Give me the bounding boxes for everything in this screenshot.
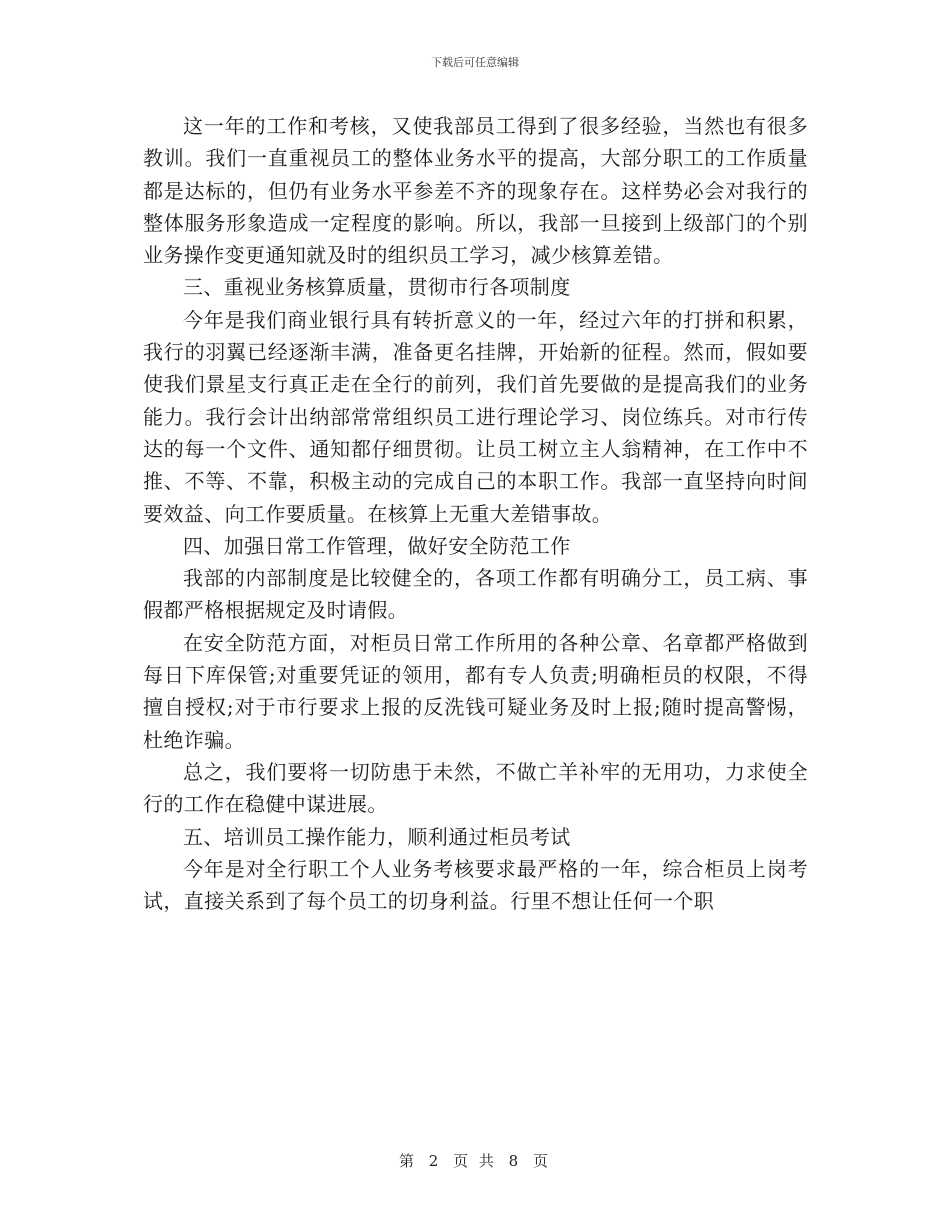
page-header: 下载后可任意编辑 bbox=[431, 56, 519, 69]
footer-suffix: 页 bbox=[533, 1152, 552, 1170]
footer-middle: 页 共 bbox=[453, 1152, 497, 1170]
paragraph-section-4-security: 在安全防范方面，对柜员日常工作所用的各种公章、名章都严格做到每日下库保管;对重要凭证的领用，都有专人负责;明确柜员的权限，不得擅自授权;对于市行要求上报的反洗钱可疑业务及时上报;随时提高警惕，杜绝诈骗。 bbox=[143, 630, 808, 752]
current-page-number: 2 bbox=[428, 1152, 442, 1170]
paragraph-section-4-summary: 总之，我们要将一切防患于未然，不做亡羊补牢的无用功，力求使全行的工作在稳健中谋进展。 bbox=[143, 759, 808, 817]
section-heading-3: 三、重视业务核算质量，贯彻市行各项制度 bbox=[183, 275, 571, 300]
footer-prefix: 第 bbox=[398, 1152, 417, 1170]
document-body bbox=[143, 110, 808, 917]
page-number-footer bbox=[0, 1150, 950, 1171]
total-page-count: 8 bbox=[508, 1152, 522, 1170]
section-heading-4: 四、加强日常工作管理，做好安全防范工作 bbox=[183, 533, 571, 558]
paragraph-section-5: 今年是对全行职工个人业务考核要求最严格的一年，综合柜员上岗考试，直接关系到了每个员工的切身利益。行里不想让任何一个职 bbox=[143, 856, 808, 914]
paragraph-intro: 这一年的工作和考核，又使我部员工得到了很多经验，当然也有很多教训。我们一直重视员工的整体业务水平的提高，大部分职工的工作质量都是达标的，但仍有业务水平参差不齐的现象存在。这样势必会对我行的整体服务形象造成一定程度的影响。所以，我部一旦接到上级部门的个别业务操作变更通知就及时的组织员工学习，减少核算差错。 bbox=[143, 114, 808, 268]
section-heading-5: 五、培训员工操作能力，顺利通过柜员考试 bbox=[183, 824, 571, 849]
paragraph-section-3: 今年是我们商业银行具有转折意义的一年，经过六年的打拼和积累，我行的羽翼已经逐渐丰满，准备更名挂牌，开始新的征程。然而，假如要使我们景星支行真正走在全行的前列，我们首先要做的是提高我们的业务能力。我行会计出纳部常常组织员工进行理论学习、岗位练兵。对市行传达的每一个文件、通知都仔细贯彻。让员工树立主人翁精神，在工作中不推、不等、不靠，积极主动的完成自己的本职工作。我部一直坚持向时间要效益、向工作要质量。在核算上无重大差错事故。 bbox=[143, 307, 808, 526]
paragraph-section-4-rules: 我部的内部制度是比较健全的，各项工作都有明确分工，员工病、事假都严格根据规定及时请假。 bbox=[143, 566, 808, 623]
